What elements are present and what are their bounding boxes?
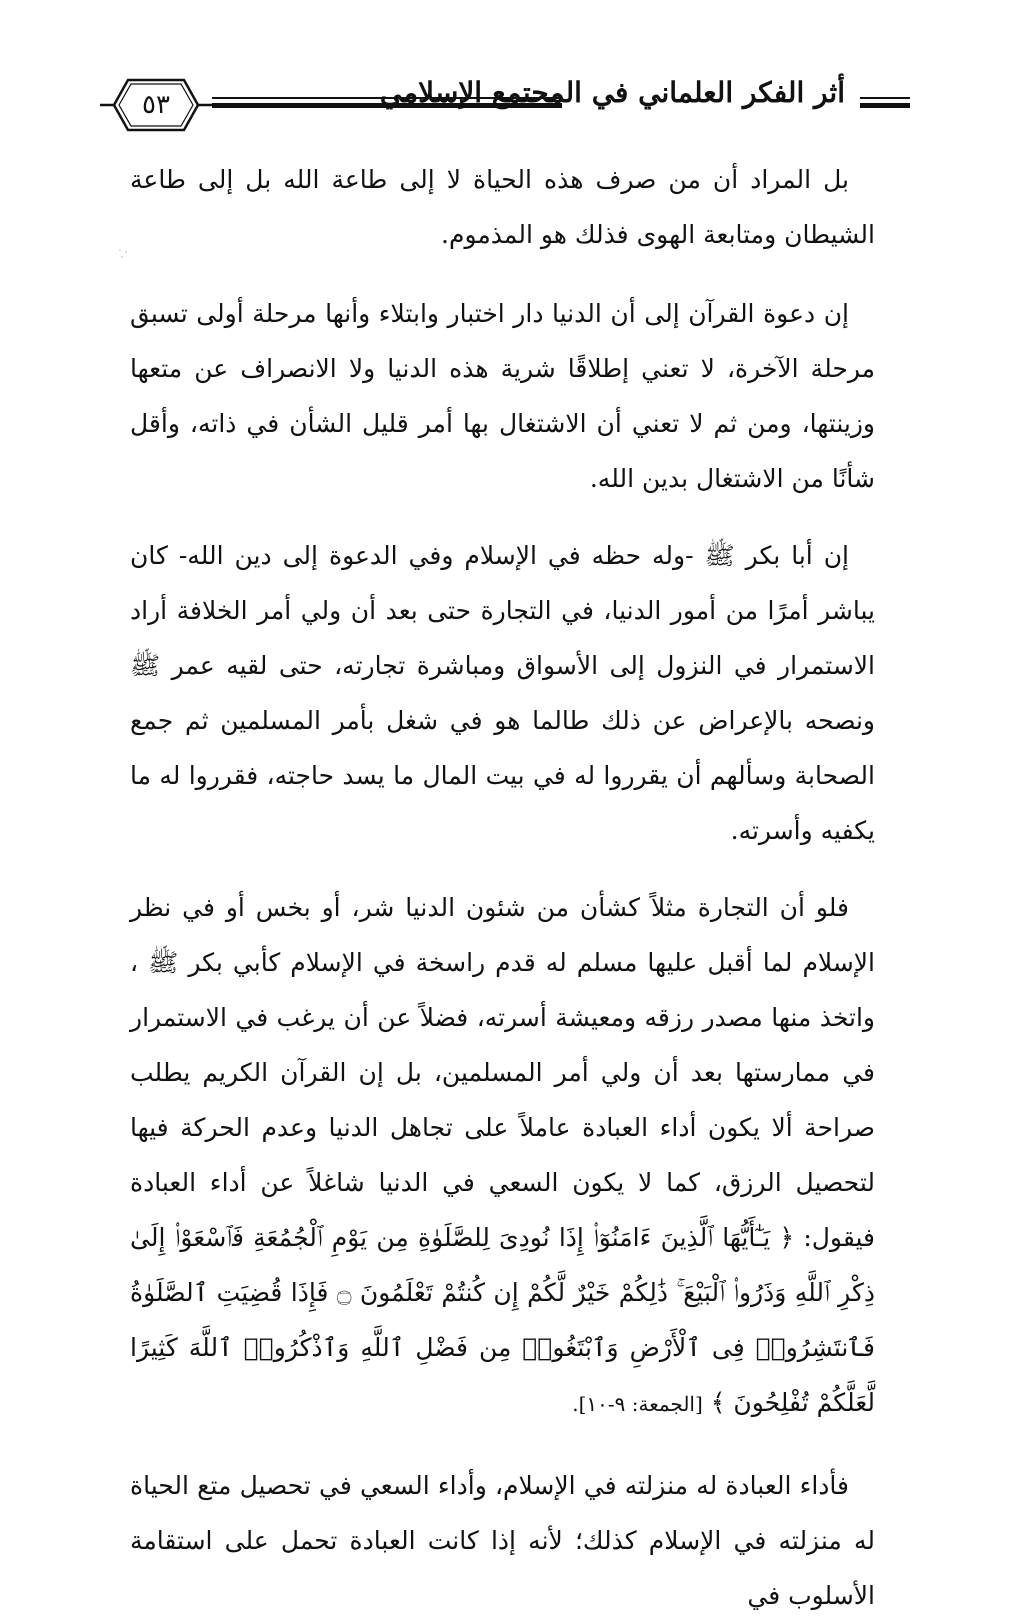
paragraph-text: فلو أن التجارة مثلاً كشأن من شئون الدنيا شر، أو بخس أو في نظر الإسلام لما أقبل عليها مسلم له قدم راسخة في الإسلام كأبي بكر ﷺ ، واتخذ منها مصدر رزقه ومعيشة أسرته، فضلاً عن أن يرغب في الاستمرار في ممارستها بعد أن ولي أمر المسلمين، بل إن القرآن الكريم يطلب صراحة ألا يكون أداء العبادة عاملاً على تجاهل الدنيا وعدم الحركة فيها لتحصيل الرزق، كما لا يكون السعي في الدنيا شاغلاً عن أداء العبادة فيقول: — [130, 893, 875, 1252]
header-rule-short — [860, 97, 910, 111]
paragraph: إن أبا بكر ﷺ -وله حظه في الإسلام وفي الدعوة إلى دين الله- كان يباشر أمرًا من أمور الدنيا، في التجارة حتى بعد أن ولي أمر الخلافة أراد الاستمرار في النزول إلى الأسواق ومباشرة تجارته، حتى لقيه عمر ﷺ ونصحه بالإعراض عن ذلك طالما هو في شغل بأمر المسلمين ثم جمع الصحابة وسألهم أن يقرروا له في بيت المال ما يسد حاجته، فقرروا له ما يكفيه وأسرته. — [130, 541, 875, 845]
book-title: أثر الفكر العلماني في المجتمع الإسلامي — [379, 76, 845, 109]
verse-reference: [الجمعة: ٩-١٠]. — [572, 1392, 703, 1416]
page-header — [100, 70, 910, 140]
page-body — [130, 152, 875, 1623]
quran-verse: يَـٰٓأَيُّهَا ٱلَّذِينَ ءَامَنُوٓا۟ إِذَا نُودِىَ لِلصَّلَوٰةِ مِن يَوْمِ ٱلْجُمُعَةِ فَٱسْعَوْا۟ إِلَىٰ ذِكْرِ ٱللَّهِ وَذَرُوا۟ ٱلْبَيْعَ ۚ ذَٰلِكُمْ خَيْرٌ لَّكُمْ إِن كُنتُمْ تَعْلَمُونَ ۝ فَإِذَا قُضِيَتِ ٱلصَّلَوٰةُ فَٱنتَشِرُوا۟ فِى ٱلْأَرْضِ وَٱبْتَغُوا۟ مِن فَضْلِ ٱللَّهِ وَٱذْكُرُوا۟ ٱللَّهَ كَثِيرًا لَّعَلَّكُمْ تُفْلِحُونَ — [130, 1223, 875, 1417]
page-number: ٥٣ — [142, 90, 170, 120]
paragraph: فأداء العبادة له منزلته في الإسلام، وأداء السعي في تحصيل متع الحياة له منزلته في الإسلام كذلك؛ لأنه إذا كانت العبادة تحمل على استقامة الأسلوب في — [130, 1471, 875, 1610]
page-number-badge — [100, 76, 212, 134]
paragraph-with-quran — [130, 880, 875, 1432]
paragraph: بل المراد أن من صرف هذه الحياة لا إلى طاعة الله بل إلى طاعة الشيطان ومتابعة الهوى فذلك هو المذموم. — [130, 165, 875, 249]
quran-open-bracket: ﴿ — [779, 1223, 795, 1252]
quran-close-bracket: ﴾ — [710, 1388, 726, 1417]
paragraph: إن دعوة القرآن إلى أن الدنيا دار اختبار وابتلاء وأنها مرحلة أولى تسبق مرحلة الآخرة، لا تعني إطلاقًا شرية هذه الدنيا ولا الانصراف عن متعها وزينتها، ومن ثم لا تعني أن الاشتغال بها أمر قليل الشأن في ذاته، وأقل شأنًا من الاشتغال بدين الله. — [130, 299, 875, 493]
